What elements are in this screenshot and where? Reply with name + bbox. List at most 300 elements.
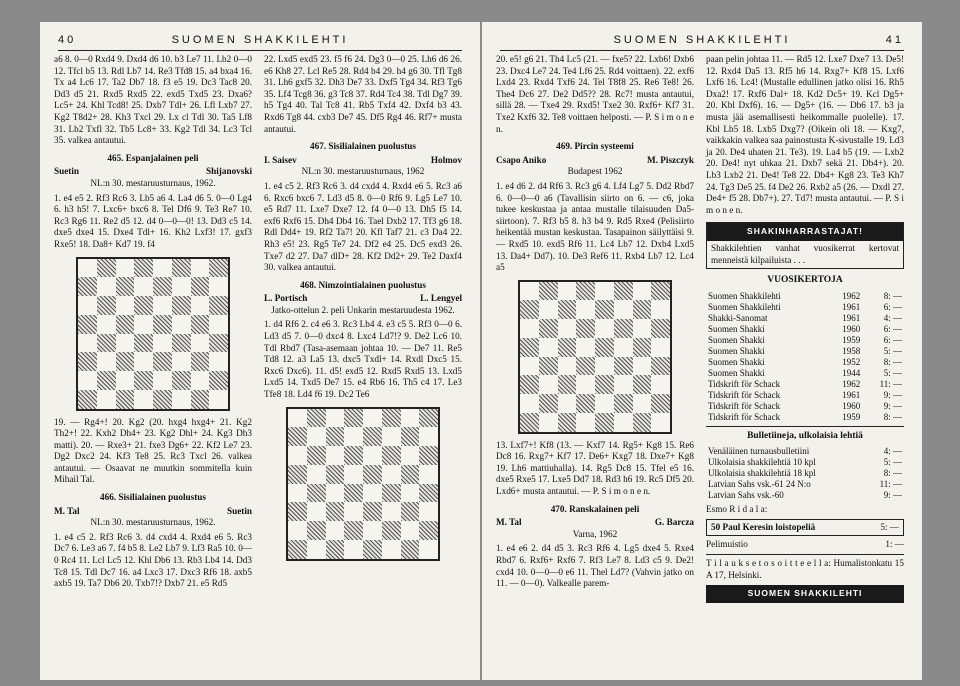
- board-square: [288, 446, 307, 465]
- game-text: 22. Lxd5 exd5 23. f5 f6 24. Dg3 0—0 25. Lh6 d6 26. e6 Kh8 27. Lcl Re5 28. Rd4 b4 29. h4 g6 30. Tfl Tg8 31. Lh6 gxf5 32. Dh3 De7 33. Dxf5 Tg4 34. Rf3 Tg6 35. Lf4 Tcg8 36. g3 Tc8 37. Rd4 Tc4 38. Tdl Dg7 39. h5 Tg4 40. Tal Tc8 41. Rb5 Txf4 42. Dxf4 b3 43. Rxd6 Tg8 44. cxb3 De7 45. Df5 Rg4 46. Rf7+ musta antautui.: [264, 54, 462, 134]
- game-title: 466. Sisilialainen puolustus: [100, 492, 206, 503]
- table-cell: 6: —: [883, 301, 902, 312]
- board-square: [419, 446, 438, 465]
- board-square: [209, 296, 228, 315]
- board-square: [172, 296, 191, 315]
- board-square: [363, 484, 382, 503]
- board-square: [288, 484, 307, 503]
- table-cell: 1952: [842, 356, 861, 367]
- board-square: [539, 413, 558, 432]
- board-square: [539, 394, 558, 413]
- left-page-number: 40: [58, 34, 77, 46]
- game-players: [264, 293, 462, 305]
- table-row: [706, 390, 904, 401]
- table-cell: 8: —: [883, 411, 902, 422]
- board-square: [520, 375, 539, 394]
- board-square: [363, 465, 382, 484]
- white-player: M. Tal: [54, 505, 80, 516]
- board-square: [116, 259, 135, 278]
- table-cell: Ulkolaisia shakkilehtiä 18 kpl: [708, 468, 816, 479]
- board-square: [614, 394, 633, 413]
- table-cell: 11: —: [879, 479, 902, 490]
- board-square: [382, 409, 401, 428]
- board-square: [307, 484, 326, 503]
- table-cell: 4: —: [883, 312, 902, 323]
- board-square: [401, 540, 420, 559]
- board-square: [539, 282, 558, 301]
- board-square: [97, 334, 116, 353]
- advert-text: Shakkilehtien vanhat vuosikerrat kertovat menneistä kilpailuista . . .: [711, 242, 899, 265]
- game-text: a6 8. 0—0 Rxd4 9. Dxd4 d6 10. b3 Le7 11. Lb2 0—0 12. Tfcl b5 13. Rdl Lb7 14. Re3 Tfd8 15. a4 bxa4 16. Tx a4 Lc6 17. Ta2 Db7 18. f3 e5 19. Dc3 Tac8 20. Dd3 d5 21. Rxd5 Rxd5 22. exd5 Txd5 23. Dxa6? Lc5+ 24. Khl Tcd8! 25. Dxb7 Tdl+ 26. Lfl Lxb7 27. Kg2 T8d2+ 28. Kh3 Txcl 29. Lx cl Tdl 30. Ta5 Lf8 31. Lb2 Txfl 32. Tb5 Lc8+ 33. Kg2 Tdl 34. Lc3 Tcl 35. valkea antautui.: [54, 54, 252, 146]
- board-square: [326, 409, 345, 428]
- board-square: [172, 390, 191, 409]
- board-square: [576, 338, 595, 357]
- board-square: [344, 540, 363, 559]
- game-text: 1. e4 c5 2. Rf3 Rc6 3. d4 cxd4 4. Rxd4 e6 5. Rc3 a6 6. Rxc6 bxc6 7. Ld3 d5 8. 0—0 Rf6 9. Lg5 Le7 10. e5 Rd7 11. Lxe7 Dxe7 12. f4 0—0 13. Dh5 f5 14. exf6 Rxf6 15. Dh4 Db4 16. Tael Dxb2 17. Tf3 g6 18. Rdl Dd4+ 19. Rf2 Ta7! 20. Kfl Taf7 21. c3 Da4 22. Rh3 e5! 23. Rg5 Te7 24. Df2 e4 25. Dc5 exd3 26. Txe7 d2 27. Da7 dlD+ 28. Kf2 Dd2+ 29. Te2 Daxf4 30. valkea antautui.: [264, 180, 462, 273]
- table-row: [706, 457, 904, 468]
- right-header: [500, 32, 904, 51]
- board-square: [153, 352, 172, 371]
- order-text: T i l a u k s e t o s o i t t e e l l a: Humalistonkatu 15 A 17, Helsinki.: [706, 558, 904, 580]
- game-players: [496, 155, 694, 167]
- board-square: [209, 352, 228, 371]
- table-cell: 1962: [842, 378, 861, 389]
- sale-table: [706, 291, 904, 423]
- table-cell: Venäläinen turnausbulletiini: [708, 446, 810, 457]
- board-square: [153, 296, 172, 315]
- board-square: [97, 277, 116, 296]
- divider: [706, 426, 904, 427]
- board-square: [134, 334, 153, 353]
- right-page-number: 41: [885, 34, 904, 46]
- board-square: [78, 390, 97, 409]
- table-row: [706, 379, 904, 390]
- board-square: [191, 315, 210, 334]
- board-square: [153, 390, 172, 409]
- board-square: [595, 357, 614, 376]
- board-square: [419, 484, 438, 503]
- advert-title: SHAKINHARRASTAJAT!: [707, 223, 903, 241]
- left-header: [58, 32, 462, 51]
- game-event: NL:n 30. mestaruusturnaus, 1962.: [90, 177, 216, 188]
- table-cell: Suomen Shakki: [708, 334, 765, 345]
- right-header-title: SUOMEN SHAKKILEHTI: [613, 34, 791, 46]
- board-square: [401, 409, 420, 428]
- board-square: [153, 259, 172, 278]
- board-square: [520, 300, 539, 319]
- board-square: [576, 282, 595, 301]
- table-cell: 8: —: [883, 290, 902, 301]
- board-square: [651, 319, 670, 338]
- game-text: 1. e4 d6 2. d4 Rf6 3. Rc3 g6 4. Lf4 Lg7 5. Dd2 Rbd7 6. 0—0—0 a6 (Tavallisin siirto on 6. — c6, joka tukee keskustaa ja antaa mustalle tilaisuuden Da5-siirtoon). 7. Rf3 b5 8. h3 b4 9. Rd5 Rxe4 (Pelisiirto heikentää mustan keskustaa. Tasapainon säilyttäisi 9. — Rxd5 10. exd5 Rf6 11. Lc4 Lb7 12. Dxb4 Lxd5 13. Da4+ Dd7). 10. De3 Ref6 11. Rxb4 Lb7 12. Lc4 a5: [496, 180, 694, 273]
- white-player: Csapo Aniko: [496, 154, 547, 165]
- board-square: [595, 319, 614, 338]
- board-square: [401, 446, 420, 465]
- game-event: Jatko-ottelun 2. peli Unkarin mestaruudesta 1962.: [271, 304, 455, 315]
- black-player: G. Barcza: [654, 517, 694, 528]
- table-cell: Suomen Shakki: [708, 367, 765, 378]
- board-square: [307, 409, 326, 428]
- table-row: [706, 335, 904, 346]
- board-square: [153, 371, 172, 390]
- board-square: [558, 338, 577, 357]
- table-cell: 1959: [842, 334, 861, 345]
- table-cell: 4: —: [883, 446, 902, 457]
- chess-diagram: [518, 280, 672, 434]
- table-cell: 6: —: [883, 334, 902, 345]
- board-square: [116, 277, 135, 296]
- game-title: 470. Ranskalainen peli: [550, 503, 640, 514]
- table-cell: Tidskrift för Schack: [708, 411, 781, 422]
- board-square: [326, 465, 345, 484]
- chess-diagram: [286, 407, 440, 561]
- bulletin-table: [706, 446, 904, 501]
- bulletin-title: Bulletiineja, ulkolaisia lehtiä: [747, 430, 863, 441]
- board-square: [191, 371, 210, 390]
- table-cell: 1961: [842, 301, 861, 312]
- board-square: [633, 357, 652, 376]
- board-square: [558, 319, 577, 338]
- table-row: [706, 324, 904, 335]
- board-square: [363, 409, 382, 428]
- board-square: [326, 446, 345, 465]
- board-square: [419, 521, 438, 540]
- board-square: [614, 413, 633, 432]
- board-square: [191, 277, 210, 296]
- board-square: [209, 315, 228, 334]
- board-square: [307, 446, 326, 465]
- board-square: [651, 300, 670, 319]
- board-square: [520, 413, 539, 432]
- board-square: [326, 484, 345, 503]
- board-square: [382, 427, 401, 446]
- table-cell: 1962: [842, 290, 861, 301]
- board-square: [651, 394, 670, 413]
- board-square: [633, 300, 652, 319]
- divider: [706, 554, 904, 555]
- board-square: [344, 409, 363, 428]
- table-cell: Suomen Shakki: [708, 345, 765, 356]
- board-square: [614, 300, 633, 319]
- board-square: [419, 540, 438, 559]
- game-players: [54, 506, 252, 518]
- board-square: [344, 484, 363, 503]
- game-title: 465. Espanjalainen peli: [107, 152, 199, 163]
- board-square: [97, 352, 116, 371]
- board-square: [614, 319, 633, 338]
- board-square: [78, 334, 97, 353]
- board-square: [382, 540, 401, 559]
- white-player: I. Saisev: [264, 154, 297, 165]
- board-square: [576, 319, 595, 338]
- board-square: [191, 334, 210, 353]
- board-square: [191, 259, 210, 278]
- black-player: L. Lengyel: [420, 293, 462, 304]
- board-square: [97, 296, 116, 315]
- board-square: [116, 352, 135, 371]
- right-page: [482, 22, 922, 680]
- sale-title: VUOSIKERTOJA: [767, 275, 843, 286]
- board-square: [134, 259, 153, 278]
- board-square: [633, 319, 652, 338]
- board-square: [633, 394, 652, 413]
- board-square: [97, 371, 116, 390]
- game-text: paan pelin johtaa 11. — Rd5 12. Lxe7 Dxe7 13. De5! 12. Rxd4 Da5 13. Rf5 h6 14. Rxg7+ Kf8 15. Lxf6 Lxf6 16. Lc4! (Mustalle edullinen jatko olisi 16. Rh5 Dxa2! 17. Rxf6 Dal+ 18. Kd2 Dc5+ 19. Kcl Dg5+ 20. Kbl Dxf6). 16. — Dg5+ (16. — Db6 17. b3 ja musta jää asemallisesti heikommalle puolelle). 17. Kbl Lb5 18. Lxb5 Dxg7? (Oikein oli 18. — Kxg7, vaikkakin valkea saa painostusta K-sivustalle 19. Ld3 ja 20. De4 uhaten 21. Te3). 19. La4 b5 (19. — Lxb2 20. De4! nyt uhkaa 21. Dxb7 sekä 21. Db4+). 20. Lb3 Lxb2 21. De4! Te8 22. Db4+ Kg8 23. Te3 Kh7 24. Tg3 De5 25. f4 De2 26. Rxb2 a5 (26. — Dxdl 27. De4+ f5 28. Db7+). 27. Td7! musta antautui. — P. S i m o n e n.: [706, 54, 904, 215]
- board-square: [209, 277, 228, 296]
- table-cell: 6: —: [883, 323, 902, 334]
- board-square: [288, 521, 307, 540]
- table-cell: 1961: [842, 389, 861, 400]
- black-player: Shijanovski: [206, 166, 252, 177]
- white-player: Suetin: [54, 166, 80, 177]
- white-player: M. Tal: [496, 517, 522, 528]
- table-row: [706, 302, 904, 313]
- chess-diagram: [76, 257, 230, 411]
- pelimuistio-price: 1: —: [885, 539, 904, 550]
- game-players: [264, 155, 462, 167]
- table-cell: 1960: [842, 323, 861, 334]
- board-square: [539, 357, 558, 376]
- board-square: [307, 502, 326, 521]
- table-cell: Ulkolaisia shakkilehtiä 10 kpl: [708, 457, 816, 468]
- table-cell: 1960: [842, 400, 861, 411]
- right-column-2: [706, 54, 904, 603]
- board-square: [363, 446, 382, 465]
- board-square: [78, 315, 97, 334]
- board-square: [520, 357, 539, 376]
- advert-box: [706, 222, 904, 269]
- board-square: [651, 282, 670, 301]
- board-square: [153, 315, 172, 334]
- board-square: [595, 282, 614, 301]
- game-text: 13. Lxf7+! Kf8 (13. — Kxf7 14. Rg5+ Kg8 15. Re6 Dc8 16. Rxg7+ Kf7 17. De6+ Kxg7 18. Dxe7+ Kg8 19. Lh6 mattiuhalla). 14. Rg5 Dc8 15. Tfel e5 16. dxe5 Rxe5 17. Lxe5 Dd7 18. Rd3 h6 19. Rc5 Df5 20. Lxd6+ musta antautui. — P. S i m o n e n.: [496, 439, 694, 497]
- table-cell: Latvian Sahs vsk.-61 24 N:o: [708, 479, 811, 490]
- board-square: [307, 465, 326, 484]
- board-square: [116, 315, 135, 334]
- board-square: [401, 427, 420, 446]
- board-square: [344, 521, 363, 540]
- board-square: [651, 338, 670, 357]
- board-square: [382, 465, 401, 484]
- board-square: [614, 338, 633, 357]
- board-square: [633, 375, 652, 394]
- game-event: Varna, 1962: [572, 528, 618, 539]
- table-row: [706, 490, 904, 501]
- board-square: [363, 502, 382, 521]
- keres-price: 5: —: [880, 521, 899, 532]
- board-square: [116, 371, 135, 390]
- board-square: [520, 282, 539, 301]
- board-square: [191, 296, 210, 315]
- table-row: [706, 291, 904, 302]
- game-text: 19. — Rg4+! 20. Kg2 (20. hxg4 hxg4+ 21. Kg2 Th2+! 22. Kxh2 Dh4+ 23. Kg2 Dhl+ 24. Kg3 Dh3 matti). 20. — Rxe3+ 21. fxe3 Dg6+ 22. Kf2 Le7 23. Dg2 Dxc2 24. Kf3 Te8 25. Rc3 Txcl 26. valkea antautui. — Osaavat ne muutkin sommitella kuin Mihail Tal.: [54, 416, 252, 485]
- board-square: [134, 277, 153, 296]
- board-square: [419, 409, 438, 428]
- board-square: [401, 521, 420, 540]
- table-cell: Tidskrift för Schack: [708, 378, 781, 389]
- board-square: [116, 296, 135, 315]
- footer-logo: SUOMEN SHAKKILEHTI: [706, 585, 904, 603]
- board-square: [97, 259, 116, 278]
- table-cell: 9: —: [883, 389, 902, 400]
- board-square: [382, 446, 401, 465]
- board-square: [520, 319, 539, 338]
- pelimuistio-label: Pelimuistio: [706, 539, 748, 550]
- board-square: [595, 413, 614, 432]
- game-text: 1. e4 c5 2. Rf3 Rc6 3. d4 cxd4 4. Rxd4 e6 5. Rc3 Dc7 6. Le3 a6 7. f4 b5 8. Le2 Lb7 9. Lf3 Ra5 10. 0—0 Rc4 11. Lcl Lc5 12. Khl Db6 13. Rb3 Lb4 14. Dd3 Tc8 15. Tdl Dc7 16. a4 Lxc3 17. Dxc3 Rf6 18. axb5 axb5 19. Ta7 Db6 20. Txb7!? Dxb7 21. e5 Rd5: [54, 531, 252, 589]
- board-square: [633, 282, 652, 301]
- right-column-1: [496, 54, 694, 592]
- board-square: [172, 352, 191, 371]
- board-square: [97, 315, 116, 334]
- board-square: [191, 352, 210, 371]
- board-square: [539, 338, 558, 357]
- game-text: 1. e4 e5 2. Rf3 Rc6 3. Lb5 a6 4. La4 d6 5. 0—0 Lg4 6. h3 h5! 7. Lxc6+ bxc6 8. Tel Df6 9. Te3 Re7 10. Rc3 Rg6 11. Re2 d5 12. d4 0—0—0! 13. Dd3 c5 14. dxe5 dxe4 15. Dxe4 Tdl+ 16. Kh2 Lxf3! 17. gxf3 Rxe5! 18. Da8+ Kd7 19. f4: [54, 192, 252, 249]
- board-square: [401, 465, 420, 484]
- white-player: L. Portisch: [264, 293, 308, 304]
- game-text: 1. d4 Rf6 2. c4 e6 3. Rc3 Lb4 4. e3 c5 5. Rf3 0—0 6. Ld3 d5 7. 0—0 dxc4 8. Lxc4 Ld7!? 9. De2 Lc6 10. Tdl Rbd7 (Tasa-asemaan johtaa 10. — De7 11. Re5 Td8 12. a3 La5 13. dxc5 Txdl+ 14. Rxdl Dxc5 15. Rxc6 Dxc6). 11. d5! exd5 12. Rxd5 Rxd5 13. Lxd5 Lxd5 14. Txd5 De7 15. e4 Rb6 16. Th5 c4 17. Le3 Tfe8 18. Ld4 f6 19. Dc2 Te6: [264, 319, 462, 400]
- table-cell: Suomen Shakki: [708, 356, 765, 367]
- board-square: [326, 521, 345, 540]
- table-cell: 5: —: [883, 457, 902, 468]
- board-square: [614, 357, 633, 376]
- game-title: 468. Nimzointialainen puolustus: [300, 279, 426, 290]
- table-row: [706, 357, 904, 368]
- game-players: [496, 517, 694, 529]
- board-square: [78, 296, 97, 315]
- board-square: [134, 352, 153, 371]
- board-square: [401, 502, 420, 521]
- board-square: [78, 277, 97, 296]
- table-row: [706, 368, 904, 379]
- board-square: [558, 413, 577, 432]
- board-square: [153, 334, 172, 353]
- board-square: [288, 427, 307, 446]
- table-cell: 1944: [842, 367, 861, 378]
- board-square: [539, 319, 558, 338]
- board-square: [172, 277, 191, 296]
- board-square: [595, 394, 614, 413]
- board-square: [116, 334, 135, 353]
- board-square: [97, 390, 116, 409]
- table-row: [706, 401, 904, 412]
- table-cell: 11: —: [879, 378, 902, 389]
- table-cell: Tidskrift för Schack: [708, 389, 781, 400]
- table-cell: Suomen Shakki: [708, 323, 765, 334]
- ridala-label: Esmo R i d a l a:: [706, 504, 768, 515]
- board-square: [344, 446, 363, 465]
- black-player: M. Piszczyk: [647, 154, 694, 165]
- table-row: [706, 446, 904, 457]
- table-row: [706, 313, 904, 324]
- board-square: [576, 375, 595, 394]
- board-square: [382, 484, 401, 503]
- table-cell: 8: —: [883, 356, 902, 367]
- table-row: [706, 412, 904, 423]
- board-square: [419, 465, 438, 484]
- board-square: [78, 352, 97, 371]
- board-square: [134, 390, 153, 409]
- board-square: [614, 282, 633, 301]
- board-square: [344, 465, 363, 484]
- table-cell: Tidskrift för Schack: [708, 400, 781, 411]
- board-square: [382, 521, 401, 540]
- board-square: [558, 282, 577, 301]
- board-square: [172, 371, 191, 390]
- board-square: [595, 375, 614, 394]
- board-square: [326, 427, 345, 446]
- board-square: [209, 390, 228, 409]
- game-event: Budapest 1962: [567, 166, 623, 177]
- board-square: [78, 371, 97, 390]
- board-square: [520, 338, 539, 357]
- left-column-1: [54, 54, 252, 592]
- game-title: 469. Pircin systeemi: [556, 141, 634, 152]
- board-square: [78, 259, 97, 278]
- board-square: [595, 338, 614, 357]
- table-cell: Suomen Shakkilehti: [708, 290, 781, 301]
- board-square: [191, 390, 210, 409]
- table-cell: 5: —: [883, 367, 902, 378]
- board-square: [576, 300, 595, 319]
- board-square: [539, 300, 558, 319]
- board-square: [172, 259, 191, 278]
- game-title: 467. Sisilialainen puolustus: [310, 141, 416, 152]
- board-square: [633, 413, 652, 432]
- board-square: [307, 427, 326, 446]
- board-square: [363, 427, 382, 446]
- board-square: [382, 502, 401, 521]
- board-square: [558, 300, 577, 319]
- table-cell: 9: —: [883, 400, 902, 411]
- table-cell: Suomen Shakkilehti: [708, 301, 781, 312]
- board-square: [520, 394, 539, 413]
- board-square: [576, 413, 595, 432]
- board-square: [209, 334, 228, 353]
- board-square: [134, 315, 153, 334]
- board-square: [209, 371, 228, 390]
- game-event: NL:n 30. mestaruusturnaus, 1962: [301, 166, 425, 177]
- game-event: NL:n 30. mestaruusturnaus, 1962.: [90, 517, 216, 528]
- board-square: [307, 540, 326, 559]
- board-square: [153, 277, 172, 296]
- table-cell: Latvian Sahs vsk.-60: [708, 490, 784, 501]
- left-column-2: [264, 54, 462, 567]
- board-square: [288, 409, 307, 428]
- board-square: [326, 502, 345, 521]
- table-row: [706, 468, 904, 479]
- board-square: [134, 371, 153, 390]
- left-page: [40, 22, 480, 680]
- table-cell: 1961: [842, 312, 861, 323]
- board-square: [288, 540, 307, 559]
- table-cell: 9: —: [883, 490, 902, 501]
- board-square: [326, 540, 345, 559]
- table-cell: 1959: [842, 411, 861, 422]
- left-header-title: SUOMEN SHAKKILEHTI: [171, 34, 349, 46]
- table-cell: 8: —: [883, 468, 902, 479]
- board-square: [651, 357, 670, 376]
- keres-book: [706, 519, 904, 537]
- game-text: 1. e4 e6 2. d4 d5 3. Rc3 Rf6 4. Lg5 dxe4 5. Rxe4 Rbd7 6. Rxf6+ Rxf6 7. Rf3 Le7 8. Ld3 c5 9. De2! cxd4 10. 0—0—0 e6 11. Thel Ld7? (Vahvin jatko on 11. — 0—0). Valkealle parem-: [496, 543, 694, 589]
- game-text: 20. e5! g6 21. Th4 Lc5 (21. — fxe5? 22. Lxb6! Dxb6 23. Dxc4 Le7 24. Te4 Lf6 25. Rd4 voittaen). 22. exf6 Lxd4 23. Rxd4 Txf6 24. Tel T8f8 25. Re6 Te8! 26. The4 Dc6 27. De2 Dd5?? 28. Rc7! musta antautui, sillä 28. — Txe4 29. Rxd5! Txe2 30. Rxf6+ Kf7 31. Txe2 Kxf6 32. Te8 voittaen helposti. — P. S i m o n e n.: [496, 54, 694, 134]
- keres-title: 50 Paul Keresin loistopeliä: [711, 521, 816, 532]
- board-square: [419, 427, 438, 446]
- black-player: Suetin: [226, 505, 252, 516]
- board-square: [595, 300, 614, 319]
- board-square: [344, 427, 363, 446]
- board-square: [134, 296, 153, 315]
